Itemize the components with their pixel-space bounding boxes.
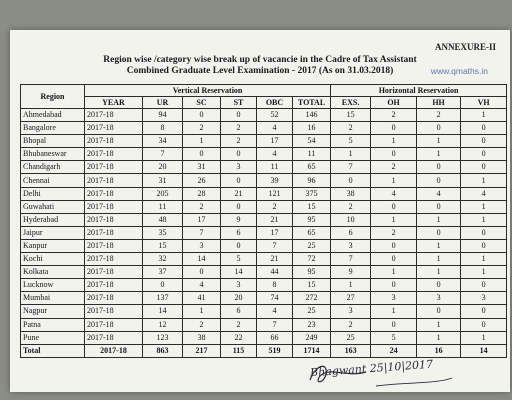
value-cell: 1 bbox=[183, 305, 221, 318]
value-cell: 1 bbox=[461, 200, 507, 213]
column-header-oh: OH bbox=[371, 97, 417, 109]
value-cell: 21 bbox=[257, 213, 293, 226]
total-row bbox=[21, 344, 507, 357]
value-cell: 1 bbox=[461, 174, 507, 187]
year-cell: 2017-18 bbox=[85, 200, 143, 213]
value-cell: 1 bbox=[417, 331, 461, 344]
value-cell: 1 bbox=[331, 148, 371, 161]
column-header-st: ST bbox=[221, 97, 257, 109]
value-cell: 0 bbox=[371, 122, 417, 135]
region-cell: Kochi bbox=[21, 253, 85, 266]
region-cell: Bangalore bbox=[21, 122, 85, 135]
year-cell: 2017-18 bbox=[85, 253, 143, 266]
value-cell: 21 bbox=[257, 253, 293, 266]
value-cell: 2 bbox=[183, 200, 221, 213]
value-cell: 96 bbox=[293, 174, 331, 187]
region-cell: Lucknow bbox=[21, 279, 85, 292]
region-cell: Hyderabad bbox=[21, 213, 85, 226]
column-header-obc: OBC bbox=[257, 97, 293, 109]
value-cell: 2 bbox=[183, 318, 221, 331]
year-cell: 2017-18 bbox=[85, 174, 143, 187]
value-cell: 15 bbox=[293, 279, 331, 292]
value-cell: 4 bbox=[417, 187, 461, 200]
value-cell: 0 bbox=[417, 279, 461, 292]
region-cell: Jaipur bbox=[21, 226, 85, 239]
value-cell: 2 bbox=[221, 318, 257, 331]
value-cell: 1 bbox=[417, 253, 461, 266]
value-cell: 0 bbox=[417, 161, 461, 174]
year-cell: 2017-18 bbox=[85, 266, 143, 279]
value-cell: 2 bbox=[257, 200, 293, 213]
annexure-label: ANNEXURE-II bbox=[434, 42, 496, 52]
value-cell: 0 bbox=[461, 305, 507, 318]
value-cell: 41 bbox=[183, 292, 221, 305]
value-cell: 4 bbox=[461, 187, 507, 200]
value-cell: 4 bbox=[371, 187, 417, 200]
value-cell: 17 bbox=[257, 226, 293, 239]
value-cell: 0 bbox=[371, 253, 417, 266]
year-cell: 2017-18 bbox=[85, 148, 143, 161]
value-cell: 1 bbox=[417, 148, 461, 161]
value-cell: 0 bbox=[417, 200, 461, 213]
value-cell: 1 bbox=[461, 331, 507, 344]
value-cell: 21 bbox=[221, 187, 257, 200]
value-cell: 0 bbox=[461, 318, 507, 331]
total-cell: 163 bbox=[331, 344, 371, 357]
value-cell: 0 bbox=[183, 266, 221, 279]
region-cell: Patna bbox=[21, 318, 85, 331]
value-cell: 2 bbox=[331, 200, 371, 213]
value-cell: 2 bbox=[221, 122, 257, 135]
column-header-exs: EXS. bbox=[331, 97, 371, 109]
table-row bbox=[21, 292, 507, 305]
value-cell: 0 bbox=[371, 318, 417, 331]
value-cell: 2 bbox=[331, 122, 371, 135]
value-cell: 0 bbox=[221, 174, 257, 187]
value-cell: 1 bbox=[417, 266, 461, 279]
table-row bbox=[21, 200, 507, 213]
value-cell: 31 bbox=[143, 174, 183, 187]
value-cell: 25 bbox=[293, 239, 331, 252]
total-cell: 863 bbox=[143, 344, 183, 357]
value-cell: 0 bbox=[371, 200, 417, 213]
value-cell: 2 bbox=[371, 109, 417, 122]
value-cell: 15 bbox=[293, 200, 331, 213]
value-cell: 37 bbox=[143, 266, 183, 279]
region-cell: Pune bbox=[21, 331, 85, 344]
value-cell: 0 bbox=[143, 279, 183, 292]
value-cell: 4 bbox=[183, 279, 221, 292]
value-cell: 1 bbox=[417, 213, 461, 226]
document-sheet bbox=[10, 30, 510, 392]
value-cell: 0 bbox=[461, 161, 507, 174]
value-cell: 34 bbox=[143, 135, 183, 148]
value-cell: 0 bbox=[221, 239, 257, 252]
value-cell: 3 bbox=[331, 305, 371, 318]
value-cell: 0 bbox=[371, 279, 417, 292]
value-cell: 0 bbox=[461, 135, 507, 148]
value-cell: 9 bbox=[221, 213, 257, 226]
value-cell: 9 bbox=[331, 266, 371, 279]
value-cell: 375 bbox=[293, 187, 331, 200]
value-cell: 54 bbox=[293, 135, 331, 148]
title-line-1: Region wise /category wise break up of vacancie in the Cadre of Tax Assistant bbox=[103, 55, 417, 65]
table-body bbox=[21, 109, 507, 358]
value-cell: 2 bbox=[371, 226, 417, 239]
value-cell: 0 bbox=[461, 148, 507, 161]
value-cell: 7 bbox=[257, 318, 293, 331]
value-cell: 7 bbox=[331, 161, 371, 174]
value-cell: 1 bbox=[461, 266, 507, 279]
title-line-2: Combined Graduate Level Examination - 2017 (As on 31.03.2018) bbox=[126, 66, 394, 76]
value-cell: 0 bbox=[417, 122, 461, 135]
value-cell: 3 bbox=[221, 161, 257, 174]
value-cell: 121 bbox=[257, 187, 293, 200]
region-cell: Bhopal bbox=[21, 135, 85, 148]
region-cell: Bhubaneswar bbox=[21, 148, 85, 161]
value-cell: 0 bbox=[221, 200, 257, 213]
value-cell: 65 bbox=[293, 226, 331, 239]
value-cell: 0 bbox=[417, 226, 461, 239]
value-cell: 15 bbox=[143, 239, 183, 252]
value-cell: 1 bbox=[371, 174, 417, 187]
table-row bbox=[21, 331, 507, 344]
value-cell: 1 bbox=[461, 213, 507, 226]
value-cell: 14 bbox=[183, 253, 221, 266]
total-cell: 1714 bbox=[293, 344, 331, 357]
value-cell: 0 bbox=[221, 148, 257, 161]
year-cell: 2017-18 bbox=[85, 239, 143, 252]
value-cell: 16 bbox=[293, 122, 331, 135]
value-cell: 6 bbox=[221, 305, 257, 318]
signature: Bhagwant 25|10|2017 bbox=[309, 357, 434, 380]
value-cell: 32 bbox=[143, 253, 183, 266]
year-cell: 2017-18 bbox=[85, 187, 143, 200]
value-cell: 272 bbox=[293, 292, 331, 305]
header-row-groups bbox=[21, 85, 507, 97]
column-header-hh: HH bbox=[417, 97, 461, 109]
value-cell: 15 bbox=[331, 109, 371, 122]
watermark: www.qmaths.in bbox=[430, 66, 488, 76]
value-cell: 1 bbox=[417, 318, 461, 331]
value-cell: 146 bbox=[293, 109, 331, 122]
value-cell: 17 bbox=[257, 135, 293, 148]
region-cell: Chandigarh bbox=[21, 161, 85, 174]
value-cell: 2 bbox=[183, 122, 221, 135]
value-cell: 1 bbox=[183, 135, 221, 148]
region-cell: Ahmedabad bbox=[21, 109, 85, 122]
value-cell: 11 bbox=[293, 148, 331, 161]
value-cell: 3 bbox=[221, 279, 257, 292]
value-cell: 74 bbox=[257, 292, 293, 305]
value-cell: 3 bbox=[331, 239, 371, 252]
region-cell: Mumbai bbox=[21, 292, 85, 305]
table-row bbox=[21, 122, 507, 135]
value-cell: 1 bbox=[371, 305, 417, 318]
value-cell: 0 bbox=[183, 109, 221, 122]
value-cell: 17 bbox=[183, 213, 221, 226]
table-row bbox=[21, 213, 507, 226]
year-cell: 2017-18 bbox=[85, 109, 143, 122]
value-cell: 11 bbox=[143, 200, 183, 213]
value-cell: 7 bbox=[257, 239, 293, 252]
value-cell: 137 bbox=[143, 292, 183, 305]
value-cell: 7 bbox=[331, 253, 371, 266]
table-row bbox=[21, 279, 507, 292]
table-row bbox=[21, 174, 507, 187]
value-cell: 44 bbox=[257, 266, 293, 279]
value-cell: 1 bbox=[371, 266, 417, 279]
value-cell: 95 bbox=[293, 266, 331, 279]
table-row bbox=[21, 305, 507, 318]
region-cell: Guwahati bbox=[21, 200, 85, 213]
column-header-year: YEAR bbox=[85, 97, 143, 109]
table-row bbox=[21, 148, 507, 161]
year-cell: 2017-18 bbox=[85, 279, 143, 292]
value-cell: 10 bbox=[331, 213, 371, 226]
value-cell: 28 bbox=[183, 187, 221, 200]
total-cell: 519 bbox=[257, 344, 293, 357]
value-cell: 6 bbox=[221, 226, 257, 239]
value-cell: 2 bbox=[417, 109, 461, 122]
value-cell: 27 bbox=[331, 292, 371, 305]
value-cell: 1 bbox=[417, 239, 461, 252]
year-cell: 2017-18 bbox=[85, 226, 143, 239]
value-cell: 5 bbox=[371, 331, 417, 344]
year-cell: 2017-18 bbox=[85, 213, 143, 226]
region-cell: Kolkata bbox=[21, 266, 85, 279]
value-cell: 25 bbox=[331, 331, 371, 344]
table-row bbox=[21, 135, 507, 148]
year-cell: 2017-18 bbox=[85, 318, 143, 331]
year-cell: 2017-18 bbox=[85, 292, 143, 305]
value-cell: 11 bbox=[257, 161, 293, 174]
total-cell: 24 bbox=[371, 344, 417, 357]
year-cell: 2017-18 bbox=[85, 135, 143, 148]
header-horizontal-reservation: Horizontal Reservation bbox=[331, 85, 507, 97]
total-cell: 14 bbox=[461, 344, 507, 357]
value-cell: 1 bbox=[461, 253, 507, 266]
value-cell: 38 bbox=[183, 331, 221, 344]
value-cell: 20 bbox=[143, 161, 183, 174]
value-cell: 5 bbox=[221, 253, 257, 266]
value-cell: 0 bbox=[461, 279, 507, 292]
value-cell: 0 bbox=[417, 305, 461, 318]
value-cell: 7 bbox=[143, 148, 183, 161]
value-cell: 123 bbox=[143, 331, 183, 344]
year-cell: 2017-18 bbox=[85, 331, 143, 344]
header-row-columns bbox=[21, 97, 507, 109]
value-cell: 205 bbox=[143, 187, 183, 200]
value-cell: 6 bbox=[331, 226, 371, 239]
value-cell: 31 bbox=[183, 161, 221, 174]
value-cell: 23 bbox=[293, 318, 331, 331]
vacancy-table bbox=[20, 84, 507, 358]
value-cell: 7 bbox=[183, 226, 221, 239]
value-cell: 0 bbox=[461, 226, 507, 239]
value-cell: 2 bbox=[221, 135, 257, 148]
value-cell: 12 bbox=[143, 318, 183, 331]
value-cell: 5 bbox=[331, 135, 371, 148]
year-cell: 2017-18 bbox=[85, 161, 143, 174]
total-cell: 115 bbox=[221, 344, 257, 357]
region-cell: Kanpur bbox=[21, 239, 85, 252]
value-cell: 249 bbox=[293, 331, 331, 344]
table-row bbox=[21, 109, 507, 122]
value-cell: 0 bbox=[371, 148, 417, 161]
value-cell: 95 bbox=[293, 213, 331, 226]
value-cell: 48 bbox=[143, 213, 183, 226]
column-header-total: TOTAL bbox=[293, 97, 331, 109]
value-cell: 1 bbox=[371, 213, 417, 226]
region-cell: Chennai bbox=[21, 174, 85, 187]
table-row bbox=[21, 253, 507, 266]
table-row bbox=[21, 318, 507, 331]
value-cell: 2 bbox=[371, 161, 417, 174]
value-cell: 0 bbox=[183, 148, 221, 161]
value-cell: 35 bbox=[143, 226, 183, 239]
value-cell: 72 bbox=[293, 253, 331, 266]
total-cell: 2017-18 bbox=[85, 344, 143, 357]
table-row bbox=[21, 161, 507, 174]
value-cell: 1 bbox=[371, 135, 417, 148]
table-row bbox=[21, 187, 507, 200]
value-cell: 3 bbox=[183, 239, 221, 252]
value-cell: 3 bbox=[371, 292, 417, 305]
value-cell: 14 bbox=[221, 266, 257, 279]
value-cell: 4 bbox=[257, 305, 293, 318]
value-cell: 1 bbox=[331, 279, 371, 292]
year-cell: 2017-18 bbox=[85, 122, 143, 135]
value-cell: 0 bbox=[461, 122, 507, 135]
value-cell: 4 bbox=[257, 148, 293, 161]
header-region: Region bbox=[21, 85, 85, 109]
value-cell: 14 bbox=[143, 305, 183, 318]
value-cell: 0 bbox=[417, 174, 461, 187]
table-row bbox=[21, 266, 507, 279]
value-cell: 52 bbox=[257, 109, 293, 122]
value-cell: 0 bbox=[461, 239, 507, 252]
value-cell: 8 bbox=[257, 279, 293, 292]
value-cell: 3 bbox=[417, 292, 461, 305]
region-cell: Delhi bbox=[21, 187, 85, 200]
value-cell: 3 bbox=[461, 292, 507, 305]
value-cell: 25 bbox=[293, 305, 331, 318]
value-cell: 0 bbox=[371, 239, 417, 252]
value-cell: 0 bbox=[331, 174, 371, 187]
value-cell: 1 bbox=[461, 109, 507, 122]
value-cell: 94 bbox=[143, 109, 183, 122]
column-header-vh: VH bbox=[461, 97, 507, 109]
table-row bbox=[21, 239, 507, 252]
value-cell: 0 bbox=[221, 109, 257, 122]
value-cell: 8 bbox=[143, 122, 183, 135]
value-cell: 22 bbox=[221, 331, 257, 344]
total-cell: 16 bbox=[417, 344, 461, 357]
value-cell: 39 bbox=[257, 174, 293, 187]
value-cell: 38 bbox=[331, 187, 371, 200]
value-cell: 65 bbox=[293, 161, 331, 174]
value-cell: 4 bbox=[257, 122, 293, 135]
table-row bbox=[21, 226, 507, 239]
region-cell: Nagpur bbox=[21, 305, 85, 318]
total-cell: 217 bbox=[183, 344, 221, 357]
value-cell: 20 bbox=[221, 292, 257, 305]
value-cell: 26 bbox=[183, 174, 221, 187]
column-header-sc: SC bbox=[183, 97, 221, 109]
value-cell: 1 bbox=[417, 135, 461, 148]
header-vertical-reservation: Vertical Reservation bbox=[85, 85, 331, 97]
total-label: Total bbox=[21, 344, 85, 357]
column-header-ur: UR bbox=[143, 97, 183, 109]
year-cell: 2017-18 bbox=[85, 305, 143, 318]
value-cell: 2 bbox=[331, 318, 371, 331]
value-cell: 66 bbox=[257, 331, 293, 344]
